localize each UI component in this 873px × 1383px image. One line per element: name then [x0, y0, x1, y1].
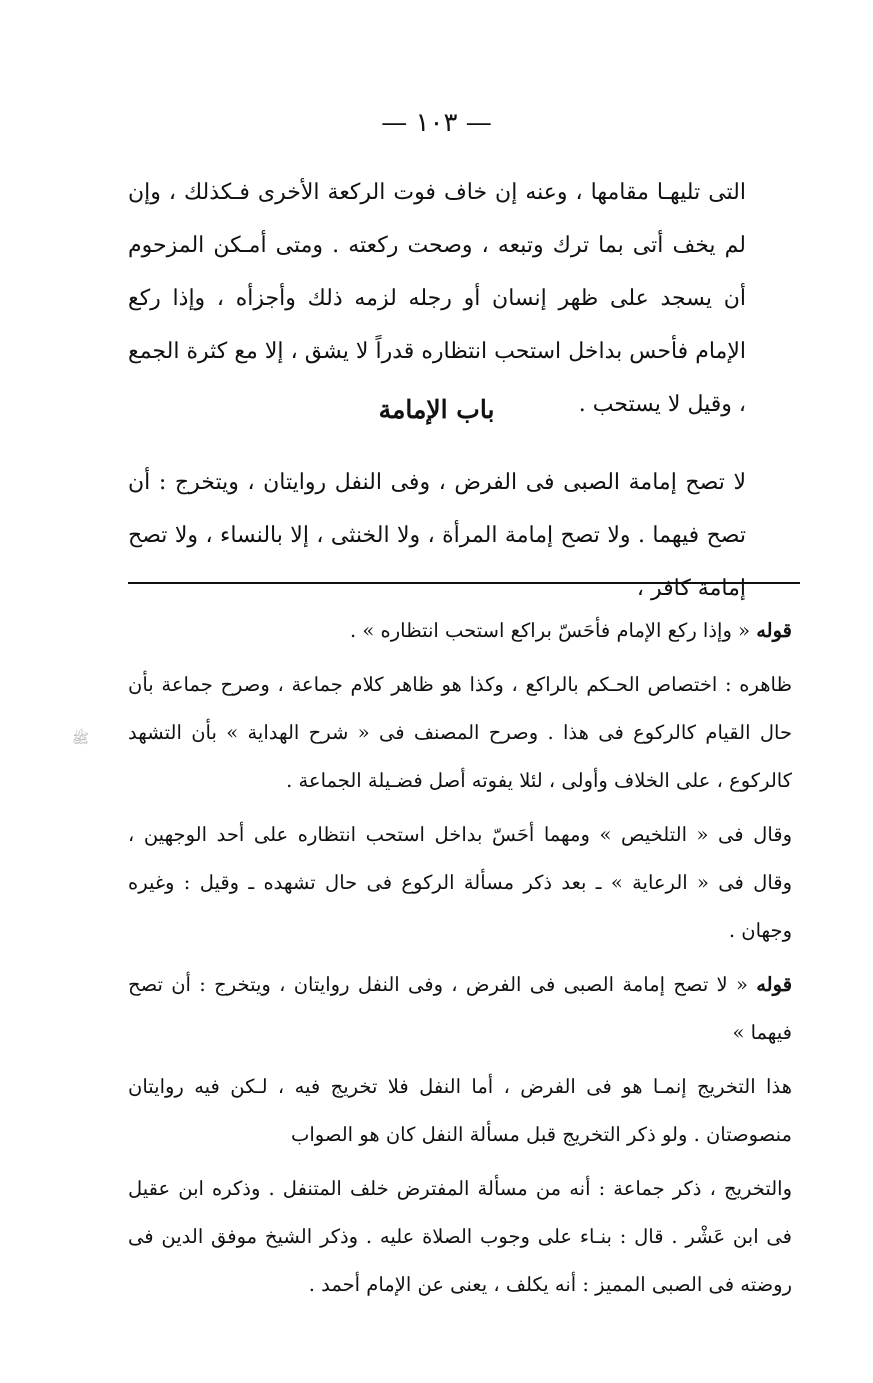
footnote-keyword: قوله — [756, 619, 792, 642]
footnote-1-text-2: وقال فى « التلخيص » ومهما أحَسّ بداخل استحب انتظاره على أحد الوجهين ، وقال فى « الرعاية » ـ بعد ذكر مسألة الركوع فى حال تشهده ـ وقيل : وغيره وجهان . — [128, 823, 792, 942]
footnotes — [128, 607, 792, 1315]
page-number: — ١٠٣ — — [381, 108, 492, 138]
section-title: باب الإمامة — [378, 395, 495, 424]
footnote-quote: « لا تصح إمامة الصبى فى الفرض ، وفى النفل روايتان ، ويتخرج : أن تصح فيهما » — [128, 973, 792, 1044]
margin-mark: ﷺ — [72, 731, 89, 747]
footnote-1-text: ظاهره : اختصاص الحـكم بالراكع ، وكذا هو ظاهر كلام جماعة ، وصرح جماعة بأن حال القيام كالركوع فى هذا . وصرح المصنف فى « شرح الهداية » بأن التشهد كالركوع ، على الخلاف وأولى ، لئلا يفوته أصل فضـيلة الجماعة . — [128, 673, 792, 792]
footnote-2-text-2: والتخريج ، ذكر جماعة : أنه من مسألة المفترض خلف المتنفل . وذكره ابن عقيل فى ابن عَشْر . قال : بنـاء على وجوب الصلاة عليه . وذكر الشيخ موفق الدين فى روضته فى الصبى المميز : أنه يكلف ، يعنى عن الإمام أحمد . — [128, 1177, 792, 1296]
footnote-2-heading — [128, 961, 792, 1057]
main-text-section — [128, 456, 746, 615]
footnote-2-text: هذا التخريج إنمـا هو فى الفرض ، أما النفل فلا تخريج فيه ، لـكن فيه روايتان منصوصتان . ولو ذكر التخريج قبل مسألة النفل كان هو الصواب — [128, 1075, 792, 1146]
main-paragraph-2: لا تصح إمامة الصبى فى الفرض ، وفى النفل روايتان ، ويتخرج : أن تصح فيهما . ولا تصح إمامة المرأة ، ولا الخنثى ، إلا بالنساء ، ولا تصح إمامة كافر ، — [128, 470, 746, 601]
footnote-divider — [128, 582, 800, 584]
footnote-quote: « وإذا ركع الإمام فأحَسّ براكع استحب انتظاره » . — [350, 619, 750, 642]
main-paragraph: التى تليهـا مقامها ، وعنه إن خاف فوت الركعة الأخرى فـكذلك ، وإن لم يخف أتى بما ترك وتبعه ، وصحت ركعته . ومتى أمـكن المزحوم أن يسجد على ظهر إنسان أو رجله لزمه ذلك وأجزأه ، وإذا ركع الإمام فأحس بداخل استحب انتظاره قدراً لا يشق ، إلا مع كثرة الجمع ، وقيل لا يستحب . — [128, 180, 746, 417]
main-text — [128, 166, 746, 431]
footnote-keyword: قوله — [756, 973, 793, 996]
footnote-1-heading — [128, 607, 792, 655]
